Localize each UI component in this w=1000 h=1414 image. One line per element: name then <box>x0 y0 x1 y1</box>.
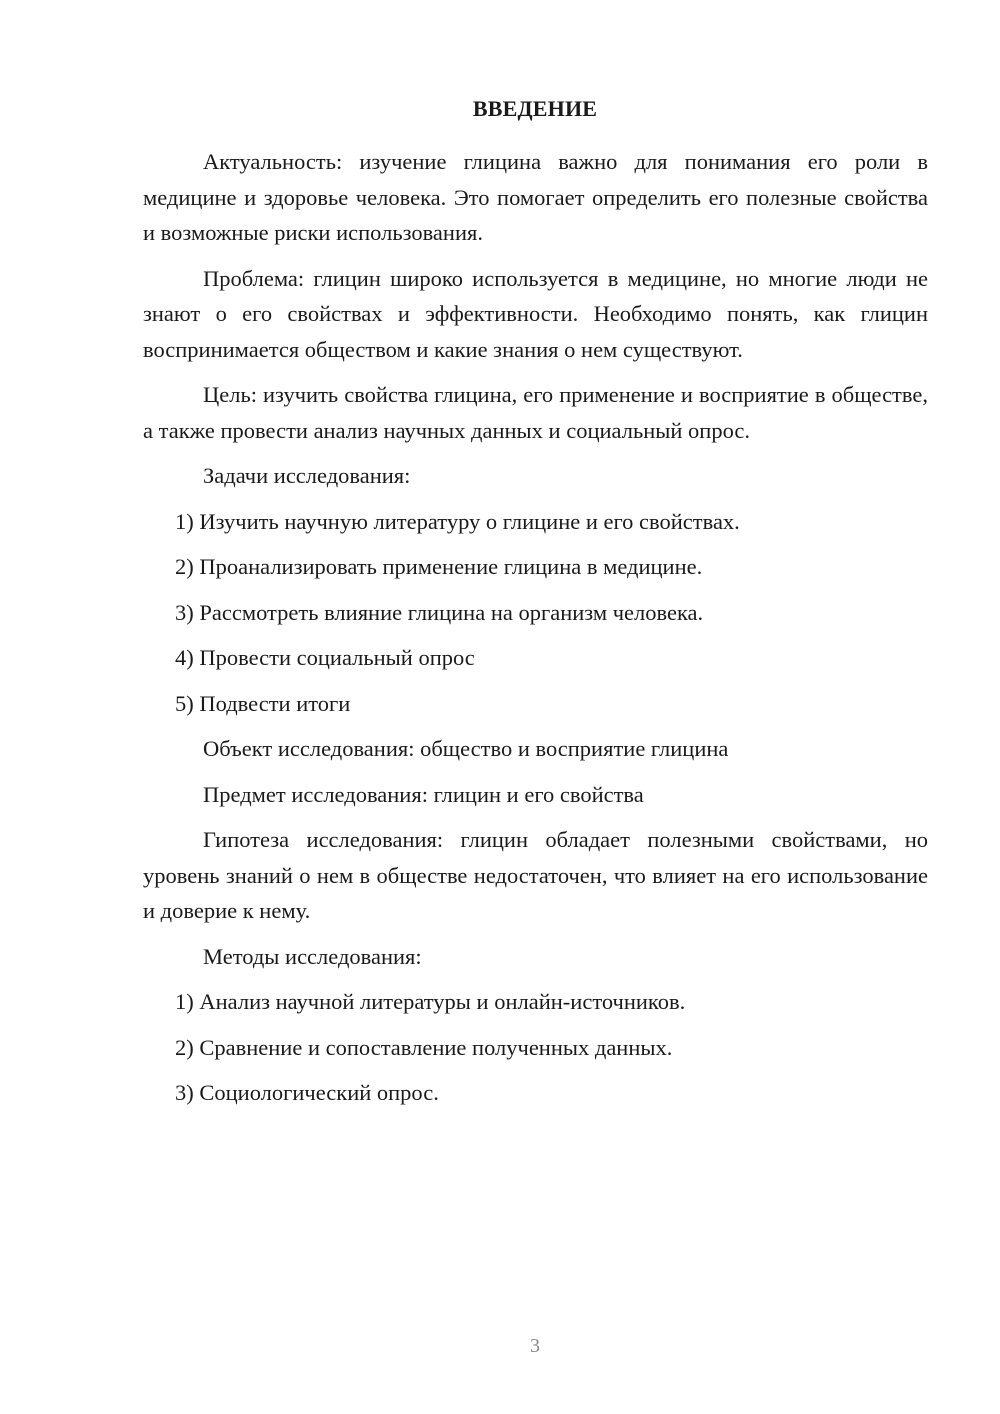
document-body <box>143 144 928 1121</box>
list-item: 3) Рассмотреть влияние глицина на организм человека. <box>175 599 704 625</box>
methods-title: Методы исследования: <box>203 943 422 969</box>
list-item: 3) Социологический опрос. <box>175 1080 439 1105</box>
page-number: 3 <box>530 1335 540 1357</box>
list-item: 2) Проанализировать применение глицина в медицине. <box>175 554 703 579</box>
goal-paragraph: Цель: изучить свойства глицина, его применение и восприятие в обществе, а также провести анализ научных данных и социальный опрос. <box>143 382 928 443</box>
methods-list <box>143 984 928 1111</box>
tasks-list <box>143 504 928 722</box>
list-item: 1) Изучить научную литературу о глицине и его свойствах. <box>175 508 740 534</box>
tasks-title: Задачи исследования: <box>203 463 411 488</box>
list-item: 1) Анализ научной литературы и онлайн-источников. <box>175 989 686 1014</box>
list-item: 4) Провести социальный опрос <box>175 645 475 670</box>
subject-paragraph: Предмет исследования: глицин и его свойства <box>203 781 644 807</box>
hypothesis-paragraph: Гипотеза исследования: глицин обладает полезными свойствами, но уровень знаний о нем в обществе недостаточен, что влияет на его использование и доверие к нему. <box>143 827 928 923</box>
problem-paragraph: Проблема: глицин широко используется в медицине, но многие люди не знают о его свойствах и эффективности. Необходимо понять, как глицин воспринимается обществом и какие знания о нем существуют. <box>143 265 928 362</box>
object-paragraph: Объект исследования: общество и восприятие глицина <box>203 736 729 761</box>
page-title: ВВЕДЕНИЕ <box>472 96 598 121</box>
list-item: 2) Сравнение и сопоставление полученных данных. <box>175 1034 673 1060</box>
list-item: 5) Подвести итоги <box>175 690 351 716</box>
relevance-paragraph: Актуальность: изучение глицина важно для понимания его роли в медицине и здоровье человека. Это помогает определить его полезные свойства и возможные риски использования. <box>143 149 928 245</box>
